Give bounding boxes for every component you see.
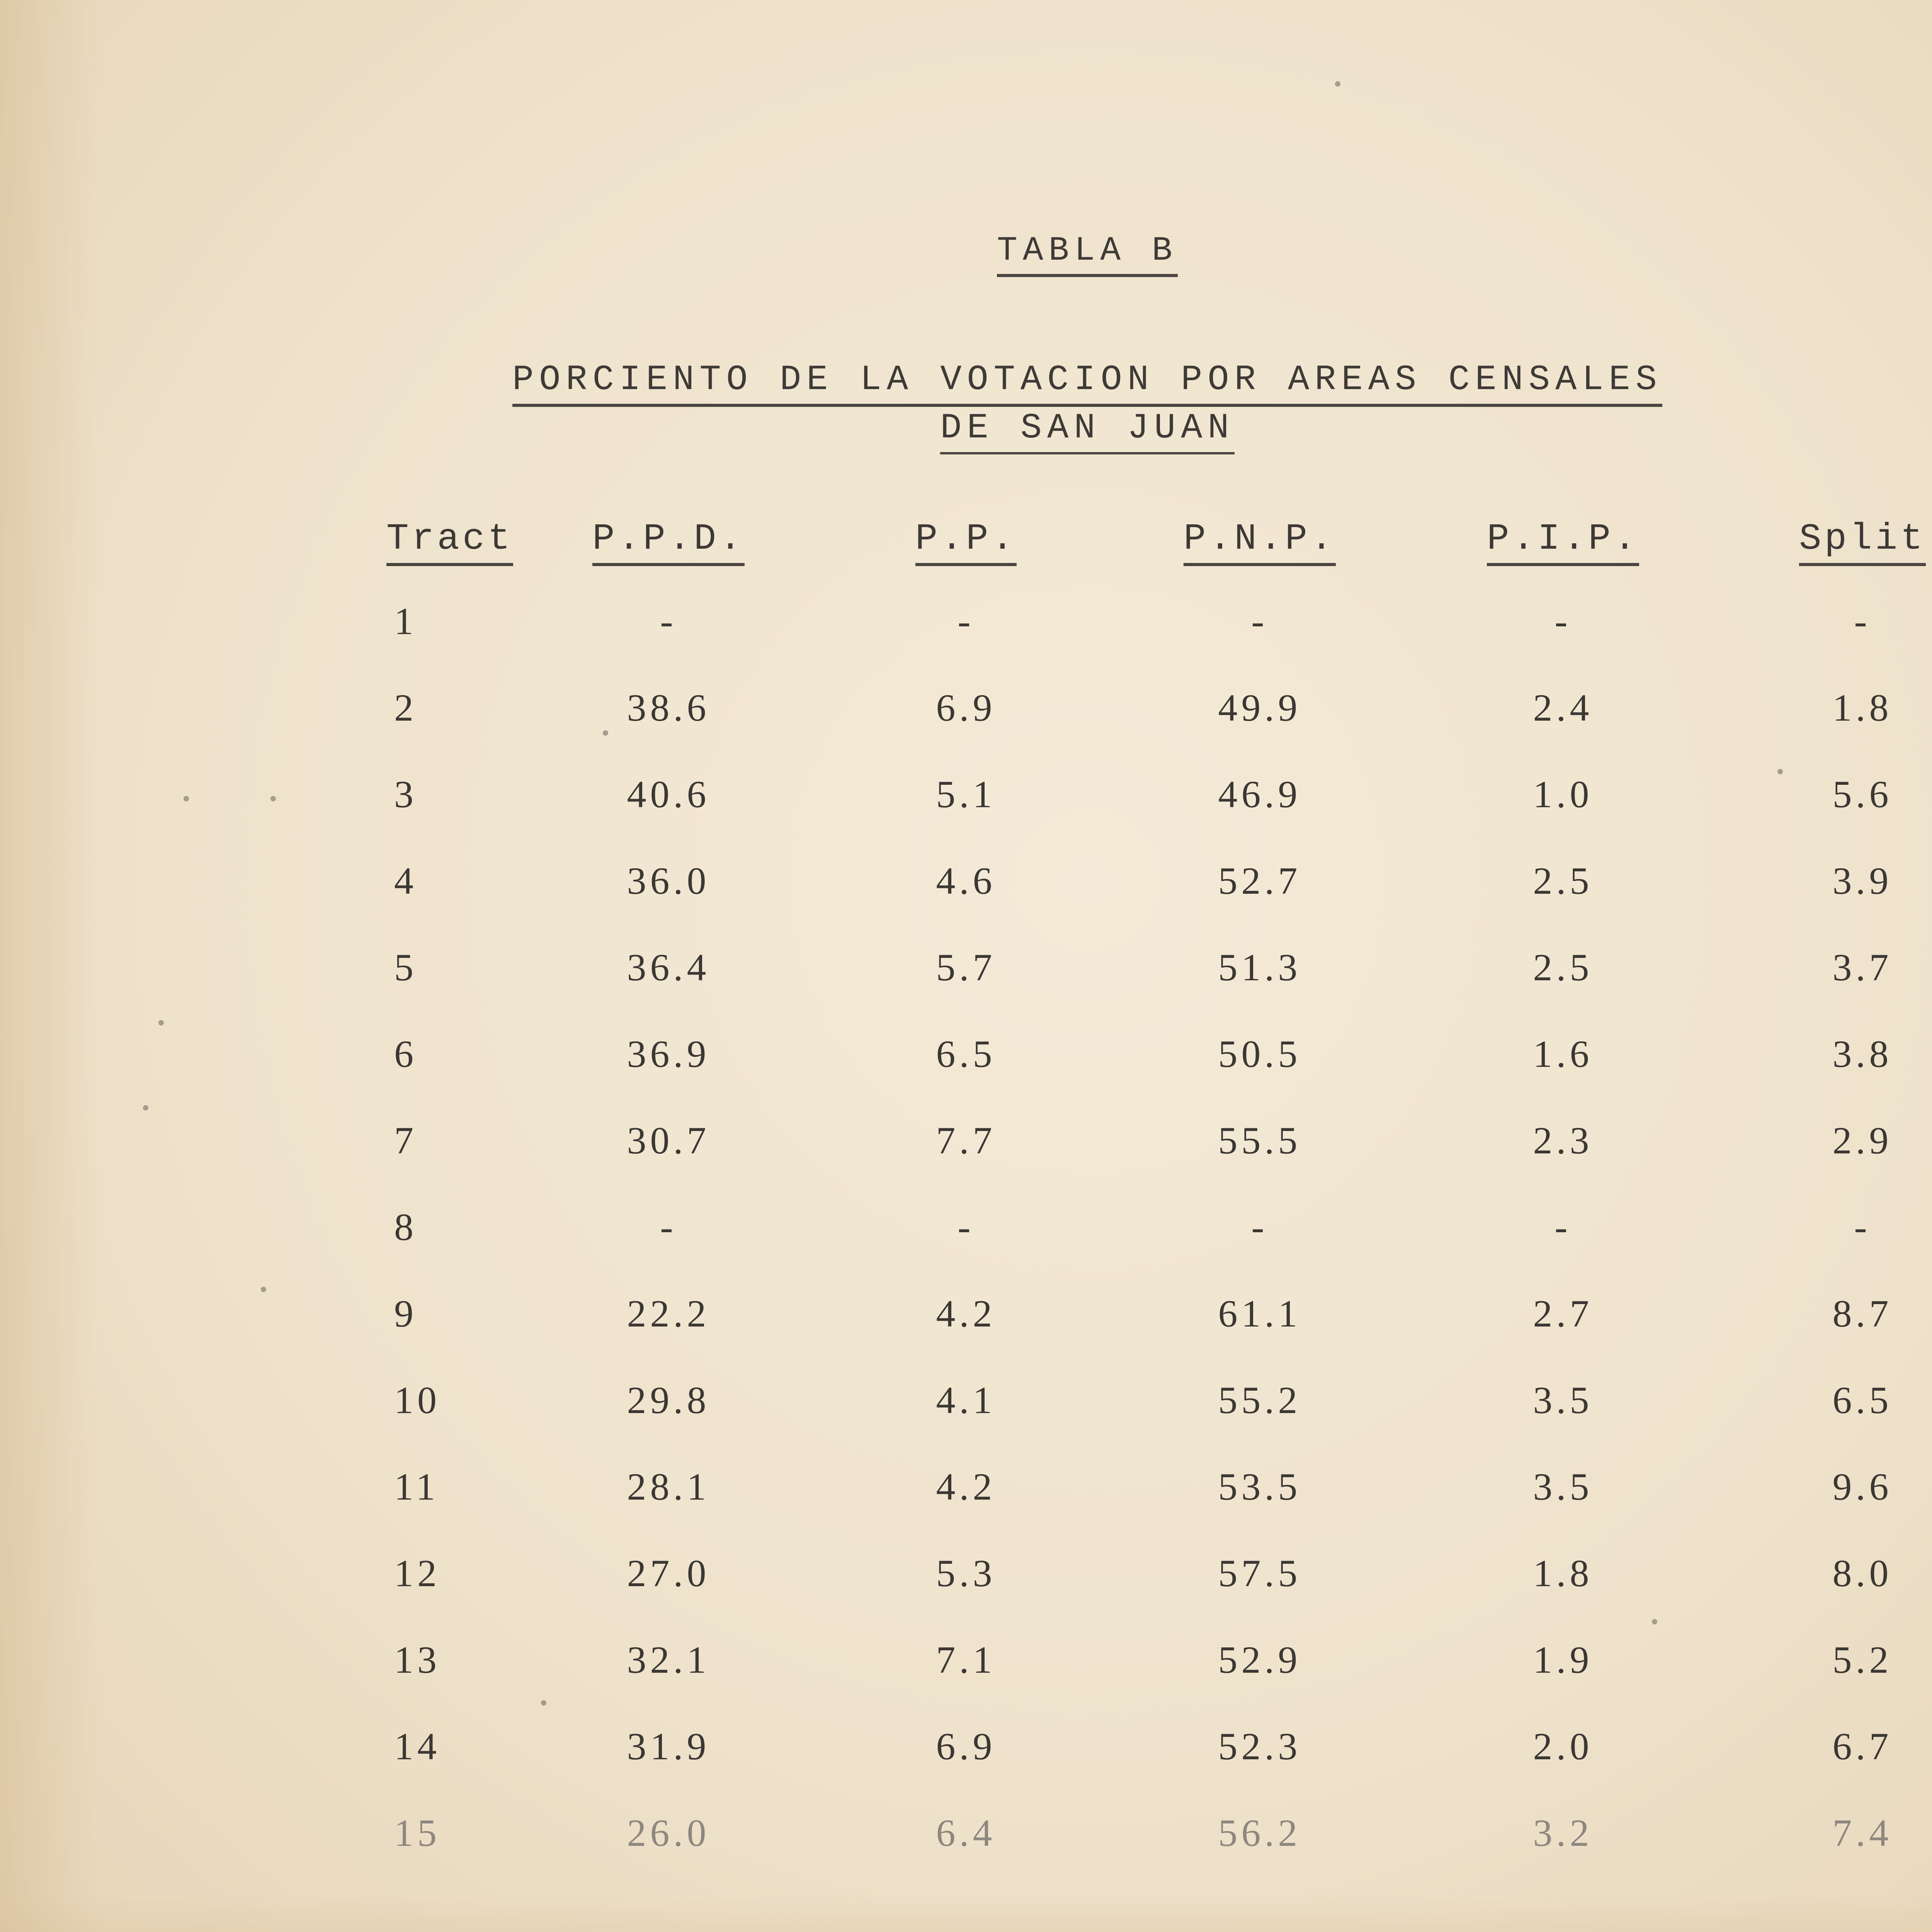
table-cell-pnp: 57.5 bbox=[1218, 1552, 1301, 1595]
table-cell-pnp: 51.3 bbox=[1218, 946, 1301, 989]
table-cell-pnp: - bbox=[1251, 1206, 1268, 1248]
table-cell-ppd: 26.0 bbox=[627, 1811, 710, 1854]
table-cell-tract: 10 bbox=[394, 1379, 440, 1422]
table-cell-pp: 4.2 bbox=[936, 1292, 996, 1335]
table-cell-pnp: 52.7 bbox=[1218, 859, 1301, 902]
table-cell-split: 3.7 bbox=[1832, 946, 1893, 989]
column-header-tract bbox=[352, 518, 514, 599]
table-cell-pip: 2.5 bbox=[1533, 946, 1593, 989]
table-cell-pip: 2.3 bbox=[1533, 1119, 1593, 1162]
table-cell-pip: 2.5 bbox=[1533, 859, 1593, 902]
table-cell-split: 6.7 bbox=[1832, 1725, 1893, 1768]
table-title-line-1 bbox=[0, 359, 1932, 407]
paper-speck bbox=[143, 1105, 148, 1111]
table-cell-pp: 4.2 bbox=[936, 1465, 996, 1508]
column-header-label: Split bbox=[1799, 518, 1926, 566]
table-cell-tract: 6 bbox=[394, 1032, 417, 1075]
table-cell-ppd: 32.1 bbox=[627, 1638, 710, 1681]
table-cell-pnp: 49.9 bbox=[1218, 686, 1301, 729]
table-cell-ppd: - bbox=[660, 600, 677, 643]
table-cell-pip: 1.6 bbox=[1533, 1032, 1593, 1075]
table-cell-pip: 2.7 bbox=[1533, 1292, 1593, 1335]
table-cell-pp: 4.6 bbox=[936, 859, 996, 902]
table-cell-ppd: 36.9 bbox=[627, 1032, 710, 1075]
table-cell-pp: 5.1 bbox=[936, 773, 996, 816]
table-cell-pip: 3.2 bbox=[1533, 1811, 1593, 1854]
table-cell-split: 2.9 bbox=[1832, 1119, 1893, 1162]
table-cell-pnp: 55.5 bbox=[1218, 1119, 1301, 1162]
table-cell-ppd: 22.2 bbox=[627, 1292, 710, 1335]
table-cell-tract: 15 bbox=[394, 1811, 440, 1854]
table-cell-ppd: 31.9 bbox=[627, 1725, 710, 1768]
table-cell-pip: 3.5 bbox=[1533, 1465, 1593, 1508]
table-cell-pnp: 46.9 bbox=[1218, 773, 1301, 816]
table-cell-ppd: 30.7 bbox=[627, 1119, 710, 1162]
table-cell-split: - bbox=[1854, 1206, 1871, 1248]
table-cell-pnp: 53.5 bbox=[1218, 1465, 1301, 1508]
table-cell-pnp: - bbox=[1251, 600, 1268, 643]
column-header-pp bbox=[823, 518, 1109, 599]
table-cell-pip: - bbox=[1554, 600, 1571, 643]
table-cell-tract: 5 bbox=[394, 946, 417, 989]
table-cell-split: 5.6 bbox=[1832, 773, 1893, 816]
table-cell-pnp: 52.9 bbox=[1218, 1638, 1301, 1681]
table-cell-pp: 7.7 bbox=[936, 1119, 996, 1162]
table-cell-pip: 1.8 bbox=[1533, 1552, 1593, 1595]
table-cell-tract: 14 bbox=[394, 1725, 440, 1768]
table-cell-ppd: 36.4 bbox=[627, 946, 710, 989]
table-cell-pp: 5.3 bbox=[936, 1552, 996, 1595]
table-cell-split: 6.5 bbox=[1832, 1379, 1893, 1422]
table-label-text: TABLA B bbox=[997, 232, 1178, 277]
table-cell-split: 1.8 bbox=[1832, 686, 1893, 729]
table-cell-split: 7.4 bbox=[1832, 1811, 1893, 1854]
table-cell-tract: 13 bbox=[394, 1638, 440, 1681]
table-cell-pp: 6.9 bbox=[936, 686, 996, 729]
table-cell-tract: 7 bbox=[394, 1119, 417, 1162]
table-cell-ppd: 28.1 bbox=[627, 1465, 710, 1508]
table-cell-pp: 4.1 bbox=[936, 1379, 996, 1422]
table-cell-tract: 12 bbox=[394, 1552, 440, 1595]
data-table bbox=[352, 518, 1932, 1897]
table-cell-tract: 4 bbox=[394, 859, 417, 902]
table-cell-pp: - bbox=[957, 600, 975, 643]
table-cell-pp: 6.4 bbox=[936, 1811, 996, 1854]
table-cell-pip: - bbox=[1554, 1206, 1571, 1248]
paper-speck bbox=[270, 796, 276, 801]
table-cell-pnp: 52.3 bbox=[1218, 1725, 1301, 1768]
table-cell-ppd: 36.0 bbox=[627, 859, 710, 902]
paper-speck bbox=[261, 1287, 266, 1292]
paper-speck bbox=[603, 730, 608, 736]
table-cell-pnp: 56.2 bbox=[1218, 1811, 1301, 1854]
table-cell-split: 9.6 bbox=[1832, 1465, 1893, 1508]
table-cell-split: 8.7 bbox=[1832, 1292, 1893, 1335]
table-cell-pip: 1.0 bbox=[1533, 773, 1593, 816]
table-cell-split: 3.9 bbox=[1832, 859, 1893, 902]
table-cell-tract: 8 bbox=[394, 1206, 417, 1248]
column-header-label: P.I.P. bbox=[1487, 518, 1639, 566]
table-cell-pip: 2.4 bbox=[1533, 686, 1593, 729]
table-cell-pp: - bbox=[957, 1206, 975, 1248]
table-cell-ppd: 29.8 bbox=[627, 1379, 710, 1422]
column-header-label: P.P.D. bbox=[592, 518, 745, 566]
paper-speck bbox=[541, 1700, 546, 1706]
table-cell-split: 8.0 bbox=[1832, 1552, 1893, 1595]
table-cell-pip: 2.0 bbox=[1533, 1725, 1593, 1768]
table-title-line-1-text: PORCIENTO DE LA VOTACION POR AREAS CENSALES bbox=[512, 359, 1662, 407]
paper-speck bbox=[1652, 1619, 1657, 1624]
table-cell-pnp: 50.5 bbox=[1218, 1032, 1301, 1075]
table-cell-tract: 2 bbox=[394, 686, 417, 729]
table-title-line-2 bbox=[0, 408, 1932, 454]
table-cell-tract: 3 bbox=[394, 773, 417, 816]
table-cell-pip: 1.9 bbox=[1533, 1638, 1593, 1681]
paper-speck bbox=[1335, 81, 1340, 87]
paper-speck bbox=[1777, 769, 1783, 774]
table-cell-ppd: 38.6 bbox=[627, 686, 710, 729]
table-cell-pip: 3.5 bbox=[1533, 1379, 1593, 1422]
table-cell-tract: 1 bbox=[394, 600, 417, 643]
column-header-ppd bbox=[514, 518, 823, 599]
paper-speck bbox=[184, 796, 189, 801]
table-cell-ppd: 27.0 bbox=[627, 1552, 710, 1595]
table-cell-ppd: - bbox=[660, 1206, 677, 1248]
column-header-pip bbox=[1410, 518, 1716, 599]
table-cell-pp: 6.9 bbox=[936, 1725, 996, 1768]
table-title-line-2-text: DE SAN JUAN bbox=[940, 408, 1234, 454]
paper-speck bbox=[158, 1020, 164, 1026]
column-header-label: P.N.P. bbox=[1184, 518, 1336, 566]
column-header-label: Tract bbox=[386, 518, 513, 566]
table-cell-tract: 9 bbox=[394, 1292, 417, 1335]
table-cell-pnp: 61.1 bbox=[1218, 1292, 1301, 1335]
table-cell-pp: 6.5 bbox=[936, 1032, 996, 1075]
table-cell-split: 3.8 bbox=[1832, 1032, 1893, 1075]
table-cell-split: 5.2 bbox=[1832, 1638, 1893, 1681]
column-header-label: P.P. bbox=[915, 518, 1017, 566]
column-header-pnp bbox=[1109, 518, 1410, 599]
table-label bbox=[0, 232, 1932, 277]
table-cell-ppd: 40.6 bbox=[627, 773, 710, 816]
table-cell-tract: 11 bbox=[394, 1465, 439, 1508]
table-cell-pp: 5.7 bbox=[936, 946, 996, 989]
column-header-split bbox=[1716, 518, 1932, 599]
table-cell-pnp: 55.2 bbox=[1218, 1379, 1301, 1422]
table-cell-split: - bbox=[1854, 600, 1871, 643]
table-cell-pp: 7.1 bbox=[936, 1638, 996, 1681]
